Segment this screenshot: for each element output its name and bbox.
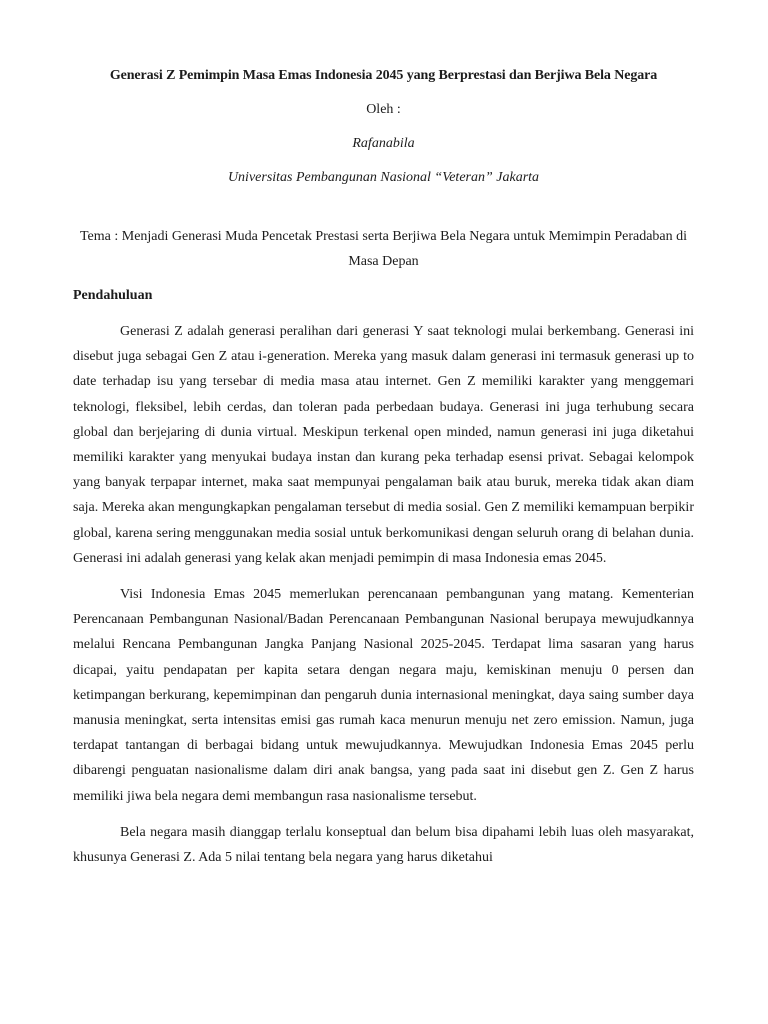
section-heading: Pendahuluan [73, 288, 153, 303]
body-paragraph-2: Visi Indonesia Emas 2045 memerlukan perencanaan pembangunan yang matang. Kementerian Perencanaan Pembangunan Nasional/Badan Perencanaan Pembangunan Nasional berupaya mewujudkannya melalui Rencana Pembangunan Jangka Panjang Nasional 2025-2045. Terdapat lima sasaran yang harus dicapai, yaitu pendapatan per kapita setara dengan negara maju, kemiskinan menuju 0 persen dan ketimpangan berkurang, kepemimpinan dan pengaruh dunia internasional meningkat, daya saing sumber daya manusia meningkat, serta intensitas emisi gas rumah kaca menurun menuju net zero emission. Namun, juga terdapat tantangan di berbagai bidang untuk mewujudkannya. Mewujudkan Indonesia Emas 2045 perlu dibarengi penguatan nasionalisme dalam diri anak bangsa, yang pada saat ini disebut gen Z. Gen Z harus memiliki jiwa bela negara demi membangun rasa nasionalisme tersebut. [73, 587, 694, 804]
byline-label: Oleh : [366, 102, 401, 117]
body-paragraph-3: Bela negara masih dianggap terlalu konseptual dan belum bisa dipahami lebih luas oleh masyarakat, khusunya Generasi Z. Ada 5 nilai tentang bela negara yang harus diketahui [73, 824, 694, 866]
spacer [73, 200, 694, 224]
document-title: Generasi Z Pemimpin Masa Emas Indonesia 2045 yang Berprestasi dan Berjiwa Bela Negara [109, 68, 658, 83]
body-paragraph-1: Generasi Z adalah generasi peralihan dari generasi Y saat teknologi mulai berkembang. Generasi ini disebut juga sebagai Gen Z atau i-generation. Mereka yang masuk dalam generasi ini termasuk generasi up to date terhadap isu yang tersebar di media masa atau internet. Gen Z memiliki karakter yang menggemari teknologi, fleksibel, lebih cerdas, dan toleran pada perbedaan budaya. Generasi ini juga terhubung secara global dan berjejaring di dunia virtual. Meskipun terkenal open minded, namun generasi ini juga diketahui memiliki karakter yang menyukai budaya instan dan kurang peka terhadap esensi privat. Sebagai kelompok yang banyak terpapar internet, maka saat mempunyai pengalaman baik atau buruk, mereka tidak akan diam saja. Mereka akan mengungkapkan pengalaman tersebut di media sosial. Gen Z memiliki kemampuan berpikir global, karena sering menggunakan media sosial untuk berkomunikasi dengan seluruh orang di belahan dunia. Generasi ini adalah generasi yang kelak akan menjadi pemimpin di masa Indonesia emas 2045. [73, 324, 694, 566]
author-name: Rafanabila [352, 136, 415, 151]
theme-statement: Tema : Menjadi Generasi Muda Pencetak Prestasi serta Berjiwa Bela Negara untuk Memimpin Peradaban di Masa Depan [79, 229, 688, 269]
author-affiliation: Universitas Pembangunan Nasional “Veteran” Jakarta [227, 170, 540, 185]
document-body [73, 64, 694, 881]
